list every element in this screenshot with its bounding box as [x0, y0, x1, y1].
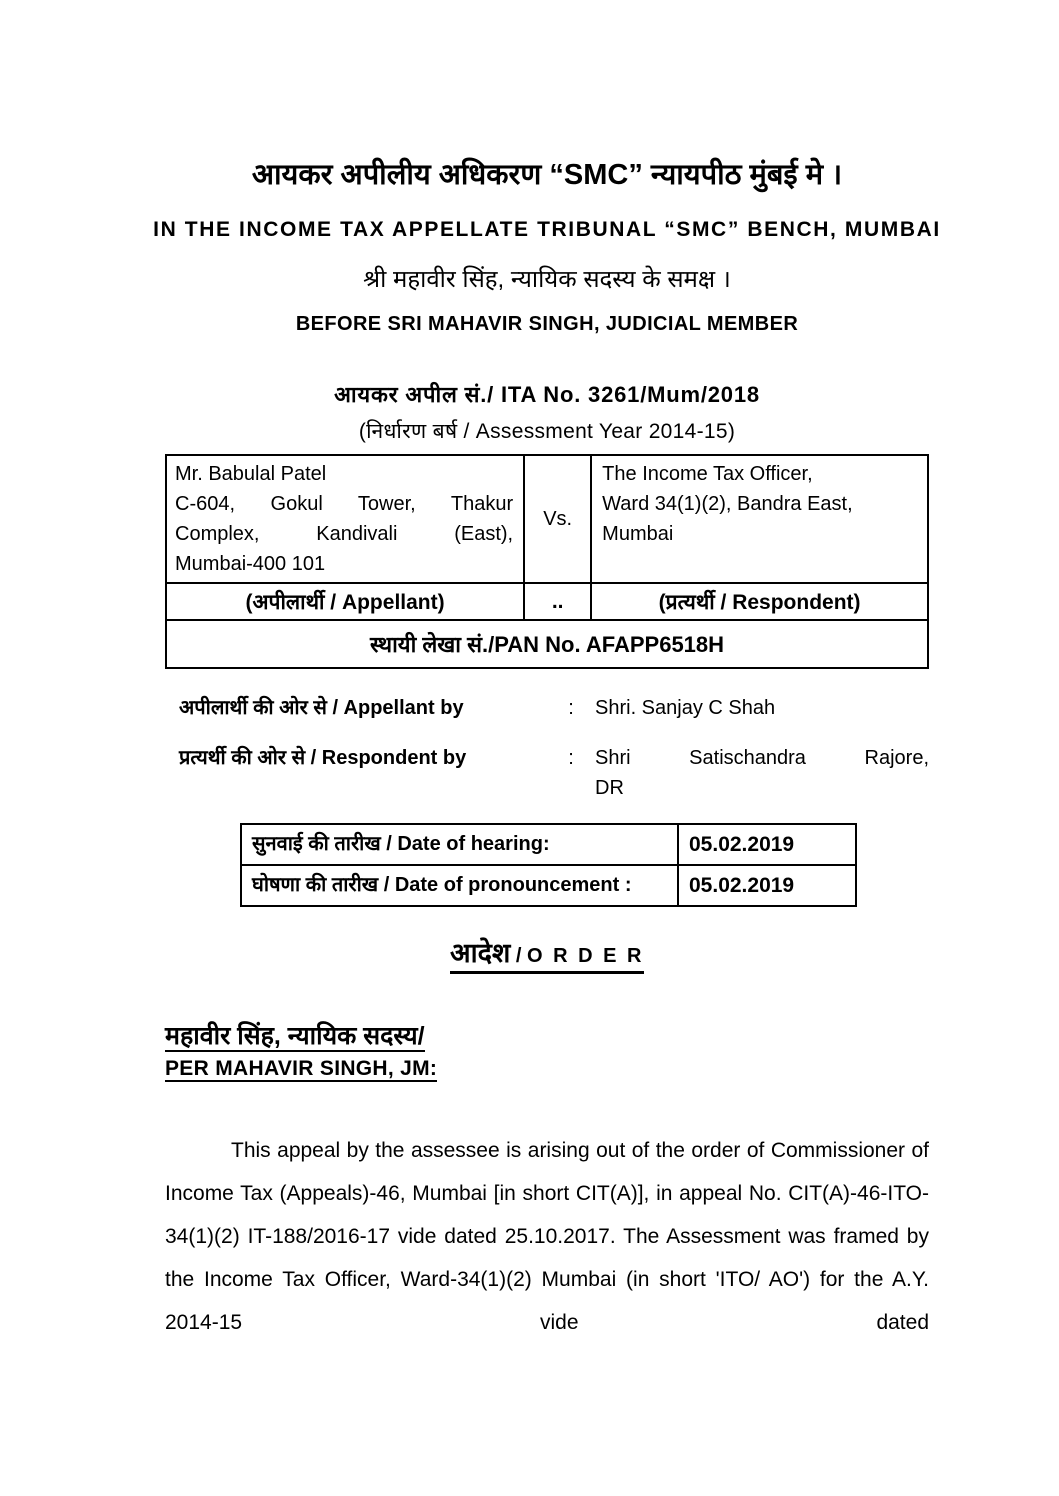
- respondent-role-label: (प्रत्यर्थी / Respondent): [591, 583, 928, 620]
- respondent-line: The Income Tax Officer,: [602, 463, 813, 485]
- order-heading-english: O R D E R: [527, 945, 644, 967]
- bench-line-hindi: श्री महावीर सिंह, न्यायिक सदस्य के समक्ष ।: [363, 266, 731, 293]
- order-heading: [165, 933, 929, 974]
- author-name-english: PER MAHAVIR SINGH, JM:: [165, 1057, 438, 1080]
- date-of-hearing-label: सुनवाई की तारीख / Date of hearing:: [241, 824, 678, 865]
- case-number-line: आयकर अपील सं./ ITA No. 3261/Mum/2018: [334, 382, 760, 407]
- respondent-line: Mumbai: [602, 523, 674, 545]
- respondent-by-value-line: Shri Satischandra Rajore,: [595, 747, 929, 769]
- parties-address-row: [166, 455, 928, 583]
- appellant-name: Mr. Babulal Patel: [175, 463, 327, 485]
- respondent-by-separator: :: [568, 747, 574, 769]
- tribunal-title-english: IN THE INCOME TAX APPELLATE TRIBUNAL “SMC” BENCH, MUMBAI: [153, 218, 941, 241]
- pan-number: स्थायी लेखा सं./PAN No. AFAPP6518H: [166, 620, 928, 668]
- pan-row: [166, 620, 928, 668]
- versus-cell: Vs.: [524, 455, 591, 583]
- appellant-by-value: Shri. Sanjay C Shah: [595, 697, 776, 719]
- date-of-pronouncement-value: 05.02.2019: [678, 865, 856, 906]
- dates-table: [240, 823, 857, 907]
- assessment-year-line: (निर्धारण बर्ष / Assessment Year 2014-15): [358, 420, 736, 443]
- respondent-by-row: [165, 743, 929, 803]
- date-of-pronouncement-row: [241, 865, 856, 906]
- date-of-hearing-row: [241, 824, 856, 865]
- appellant-by-row: [165, 693, 929, 723]
- respondent-cell: [591, 455, 928, 583]
- versus-dots: ..: [524, 583, 591, 620]
- author-block: [165, 1018, 929, 1081]
- appellant-address-line: C-604, Gokul Tower, Thakur: [175, 493, 514, 515]
- document-content: [153, 155, 941, 1344]
- representation-section: [165, 693, 929, 803]
- appellant-address-line: Complex, Kandivali (East),: [175, 523, 514, 545]
- bench-line-english: BEFORE SRI MAHAVIR SINGH, JUDICIAL MEMBER: [295, 313, 799, 335]
- parties-role-row: [166, 583, 928, 620]
- order-heading-separator: /: [510, 945, 527, 967]
- author-name-hindi: महावीर सिंह, न्यायिक सदस्य/: [165, 1022, 425, 1050]
- appellant-cell: [166, 455, 524, 583]
- appellant-by-label: अपीलार्थी की ओर से / Appellant by: [179, 697, 464, 719]
- respondent-by-value-line: DR: [595, 777, 624, 799]
- respondent-by-value: [595, 743, 929, 803]
- parties-table: [165, 454, 929, 669]
- date-of-hearing-value: 05.02.2019: [678, 824, 856, 865]
- order-paragraph: This appeal by the assessee is arising out of the order of Commissioner of Income Tax (Appeals)-46, Mumbai [in short CIT(A)], in appeal No. CIT(A)-46-ITO-34(1)(2) IT-188/2016-17 vide dated 25.10.2017. The Assessment was framed by the Income Tax Officer, Ward-34(1)(2) Mumbai (in short 'ITO/ AO') for the A.Y. 2014-15 vide dated: [165, 1139, 929, 1334]
- respondent-line: Ward 34(1)(2), Bandra East,: [602, 493, 853, 515]
- tribunal-title-hindi: आयकर अपीलीय अधिकरण “SMC” न्यायपीठ मुंबई मे ।: [251, 159, 843, 191]
- order-heading-hindi: आदेश: [450, 938, 511, 968]
- date-of-pronouncement-label: घोषणा की तारीख / Date of pronouncement :: [241, 865, 678, 906]
- appellant-by-separator: :: [568, 697, 574, 719]
- appellant-role-label: (अपीलार्थी / Appellant): [166, 583, 524, 620]
- order-heading-underline: [450, 933, 644, 974]
- respondent-by-label: प्रत्यर्थी की ओर से / Respondent by: [179, 747, 467, 769]
- appellant-address-line: Mumbai-400 101: [175, 553, 326, 575]
